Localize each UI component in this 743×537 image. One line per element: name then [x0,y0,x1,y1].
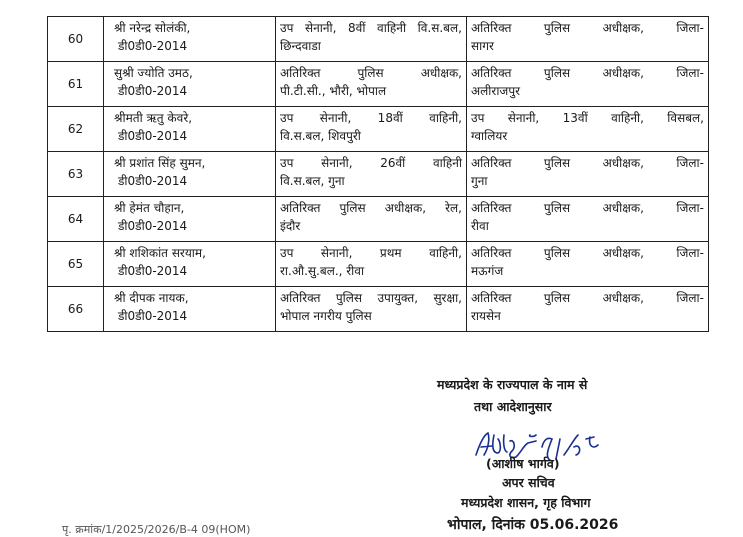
new-posting-line-2: सागर [471,39,494,53]
serial-number-cell: 63 [48,152,104,197]
serial-number-cell: 61 [48,62,104,107]
new-posting-line-2: मऊगंज [471,264,504,278]
officer-batch: डी0डी0-2014 [118,129,188,143]
table-row [48,242,709,287]
serial-number-cell: 64 [48,197,104,242]
authority-line-2: तथा आदेशानुसार [474,399,552,414]
current-posting-cell [276,197,467,242]
authority-line-1: मध्यप्रदेश के राज्यपाल के नाम से [437,377,588,392]
officer-batch: डी0डी0-2014 [118,84,188,98]
serial-number-cell: 62 [48,107,104,152]
new-posting-line-1: अतिरिक्त पुलिस अधीक्षक, जिला- [471,156,704,170]
table-row [48,62,709,107]
officer-batch: डी0डी0-2014 [118,39,188,53]
table-row [48,17,709,62]
officer-batch: डी0डी0-2014 [118,309,188,323]
new-posting-line-1: उप सेनानी, 13वीं वाहिनी, विसबल, [471,111,704,125]
signatory-designation: अपर सचिव [502,475,555,490]
table-row [48,107,709,152]
department-name: मध्यप्रदेश शासन, गृह विभाग [461,495,591,510]
new-posting-line-1: अतिरिक्त पुलिस अधीक्षक, जिला- [471,291,704,305]
serial-number-cell: 65 [48,242,104,287]
table-row [48,197,709,242]
current-posting-line-1: उप सेनानी, 26वीं वाहिनी [280,156,462,170]
new-posting-cell [467,17,709,62]
current-posting-cell [276,107,467,152]
signatory-name: (आशीष भार्गव) [486,456,560,471]
officer-cell [104,17,276,62]
table-row [48,287,709,332]
officer-name: श्री दीपक नायक, [114,291,189,305]
new-posting-cell [467,197,709,242]
current-posting-line-2: वि.स.बल, गुना [280,174,345,188]
current-posting-cell [276,17,467,62]
current-posting-line-2: वि.स.बल, शिवपुरी [280,129,361,143]
current-posting-line-2: रा.औ.सु.बल., रीवा [280,264,365,278]
current-posting-cell [276,62,467,107]
current-posting-cell [276,242,467,287]
new-posting-line-1: अतिरिक्त पुलिस अधीक्षक, जिला- [471,246,704,260]
officer-name: श्री शशिकांत सरयाम, [114,246,206,260]
place-and-date: भोपाल, दिनांक 05.06.2026 [447,517,619,533]
new-posting-cell [467,242,709,287]
new-posting-line-2: ग्वालियर [471,129,508,143]
current-posting-cell [276,152,467,197]
current-posting-line-2: पी.टी.सी., भौरी, भोपाल [280,84,387,98]
officer-name: सुश्री ज्योति उमठ, [114,66,193,80]
current-posting-line-2: भोपाल नगरीय पुलिस [280,309,372,323]
reference-number: पृ. क्रमांक/1/2025/2026/B-4 09(HOM) [62,523,251,536]
table-row [48,152,709,197]
current-posting-line-2: इंदौर [280,219,301,233]
officer-name: श्री हेमंत चौहान, [114,201,185,215]
current-posting-line-1: अतिरिक्त पुलिस अधीक्षक, [280,66,462,80]
serial-number-cell: 66 [48,287,104,332]
new-posting-cell [467,107,709,152]
current-posting-line-1: उप सेनानी, 8वीं वाहिनी वि.स.बल, [280,21,462,35]
officer-batch: डी0डी0-2014 [118,264,188,278]
new-posting-cell [467,152,709,197]
officer-batch: डी0डी0-2014 [118,219,188,233]
new-posting-line-2: अलीराजपुर [471,84,521,98]
current-posting-cell [276,287,467,332]
new-posting-cell [467,62,709,107]
officer-name: श्री प्रशांत सिंह सुमन, [114,156,206,170]
officer-name: श्रीमती ऋतु केवरे, [114,111,193,125]
officer-cell [104,197,276,242]
officer-batch: डी0डी0-2014 [118,174,188,188]
new-posting-line-2: रायसेन [471,309,501,323]
officer-name: श्री नरेन्द्र सोलंकी, [114,21,191,35]
officer-cell [104,242,276,287]
current-posting-line-2: छिन्दवाडा [280,39,321,53]
current-posting-line-1: अतिरिक्त पुलिस अधीक्षक, रेल, [280,201,462,215]
new-posting-line-1: अतिरिक्त पुलिस अधीक्षक, जिला- [471,201,704,215]
officer-cell [104,287,276,332]
new-posting-line-2: गुना [471,174,488,188]
current-posting-line-1: अतिरिक्त पुलिस उपायुक्त, सुरक्षा, [280,291,462,305]
new-posting-line-1: अतिरिक्त पुलिस अधीक्षक, जिला- [471,21,704,35]
officer-cell [104,152,276,197]
current-posting-line-1: उप सेनानी, प्रथम वाहिनी, [280,246,462,260]
new-posting-line-2: रीवा [471,219,489,233]
transfer-table [47,16,709,332]
officer-cell [104,107,276,152]
new-posting-line-1: अतिरिक्त पुलिस अधीक्षक, जिला- [471,66,704,80]
officer-cell [104,62,276,107]
current-posting-line-1: उप सेनानी, 18वीं वाहिनी, [280,111,462,125]
new-posting-cell [467,287,709,332]
serial-number-cell: 60 [48,17,104,62]
transfer-table-body [48,17,709,332]
